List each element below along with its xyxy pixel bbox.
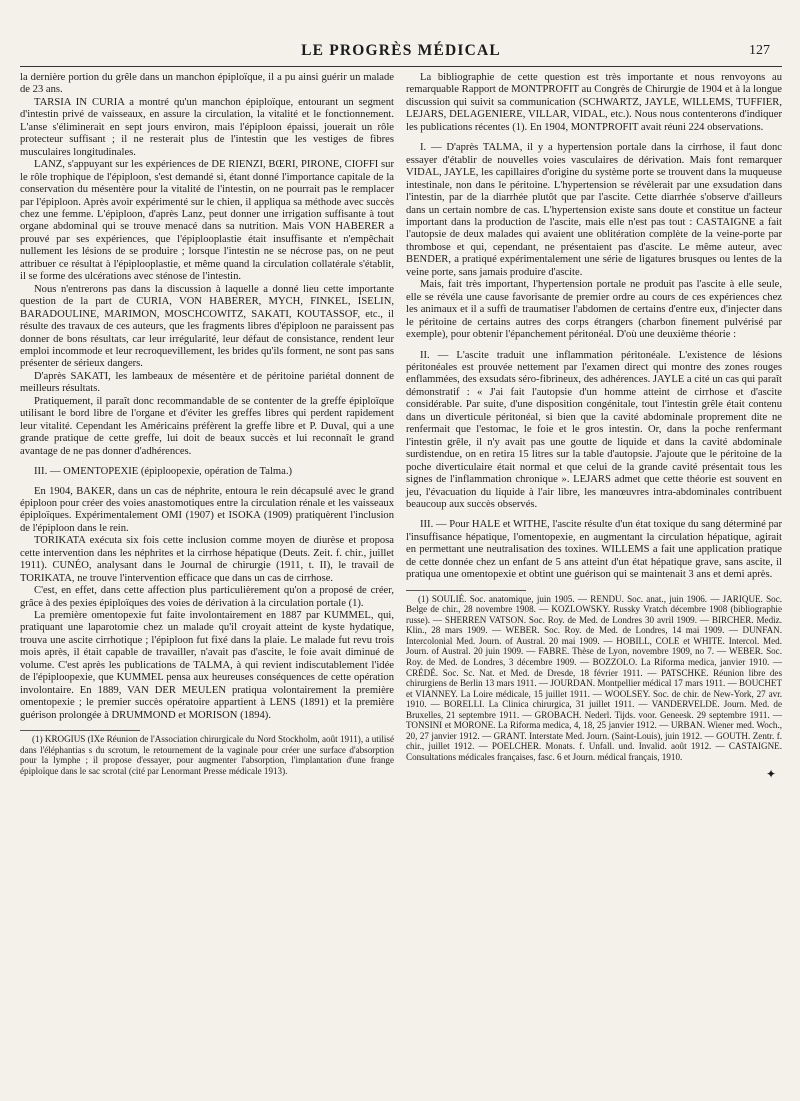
ornament: ✦ xyxy=(765,767,776,782)
paragraph: Mais, fait très important, l'hypertension portale ne produit pas l'ascite à elle seule, elle se révéla une cause favorisante de premier ordre au cours de ces expériences chez les animaux et il a suffi de traumatiser l'abdomen de certains d'entre eux, d'injecter dans le péritoine de certains autres des corps étrangers (charbon finement pulvérisé par exemple), pour obtenir l'épanchement péritonéal. D'où une deuxième théorie : xyxy=(406,279,782,341)
paragraph: Nous n'entrerons pas dans la discussion à laquelle a donné lieu cette importante question de la part de CURIA, VON HABERER, MYCH, FINKEL, ISELIN, BARADOULINE, MARIMON, MOSCHCOWITZ, SAKATI, KOUTASSOF, etc., il résulte des travaux de ces auteurs, que les fragments libres d'épiploon ne paraissent pas donner de bons résultats, car leur irrégularité, leur défaut de consistance, rendent leur emploi incommode et leur recroquevillement, les brides qu'ils forment, ne sont pas sans présenter de sérieux dangers. xyxy=(20,283,394,370)
footnote xyxy=(20,734,394,776)
right-column xyxy=(406,72,782,781)
footnote-text: (1) SOULIÉ. Soc. anatomique, juin 1905. — RENDU. Soc. anat., juin 1906. — JARIQUE. Soc. Belge de chir., 28 novembre 1908. — KOZLOWSKY. Russky Vratch décembre 1908 (bibliographie russe). — SHERREN VATSON. Soc. Roy. de Med. de Londres 30 avril 1909. — BIRCHER. Mediz. Klin., 28 mars 1909. — WEBER. Soc. Roy. de Med. de Londres, 14 mai 1909. — DUNFAN. Intercolonial Med. Journ. of Austral. 20 mai 1909. — HOBILL, COLE et WHITE. Intercol. Med. Journ. of Austral. 20 juin 1909. — FABRE. Thèse de Lyon, novembre 1909, no 7. — WEBER. Soc. Roy. de Med. de Londres, 3 décembre 1909. — BOZZOLO. La Riforma medica, janvier 1910. — CRÉDÉ. Soc. Sc. Nat. et Med. de Dresde, 18 février 1911. — PATSCHKE. Réunion libre des chirurgiens de Berlin 13 mars 1911. — JOURDAN. Montpellier médical 17 mars 1911. — BOUCHET et VIANNEY. La Loire médicale, 15 juillet 1911. — WOOLSEY. Soc. de chir. de New-York, 27 avr. 1910. — BORELLI. La Clinica chirurgica, 31 juillet 1911. — VANDERVELDE. Journ. Med. de Bruxelles, 21 septembre 1911. — GROBACH. Nederl. Tijds. voor. Geneesk. 29 septembre 1911. — TONSINI et MORONE. La Riforma medica, 4, 18, 25 janvier 1912. — URBAN. Wiener med. Woch., 20, 27 janvier 1912. — GRANT. Interstate Med. Journ. (Saint-Louis), juin 1912. — GOUTH. Zentr. f. chir., juillet 1912. — POELCHER. Monats. f. Unfall. und. Invalid. août 1912. — CASTAIGNE. Consultations médicales françaises, fasc. 6 et Journ. médical français, 1910. xyxy=(406,593,782,762)
page-number: 127 xyxy=(749,43,770,58)
paragraph: D'après SAKATI, les lambeaux de mésentère et de péritoine pariétal donnent de meilleurs résultats. xyxy=(20,370,394,395)
paragraph: TORIKATA exécuta six fois cette inclusion comme moyen de diurèse et proposa cette intervention dans les néphrites et la cirrhose hépatique (Deuts. Zeit. f. chir., juillet 1911). CUNÉO, analysant dans le Journal de chirurgie (1911, t. II), le travail de TORIKATA, ne trouve l'intervention efficace que dans un cas de cirrhose. xyxy=(20,535,394,584)
paragraph: III. — Pour HALE et WITHE, l'ascite résulte d'un état toxique du sang déterminé par l'insuffisance hépatique, l'omentopexie, en augmentant la circulation hépatique, agirait en permettant une neutralisation des toxines. WILLEMS a fait une application pratique de cette donnée chez un enfant de 5 ans atteint d'un état hépatique grave, sans ascite, il pratiqua une omentopexie et obtint une guérison qui se maintenait 3 ans et demi après. xyxy=(406,519,782,581)
journal-title: LE PROGRÈS MÉDICAL xyxy=(301,42,501,59)
paragraph: La première omentopexie fut faite involontairement en 1887 par KUMMEL, qui, pratiquant une laparotomie chez un malade qu'il croyait atteint de kyste hydatique, trouva une ascite cirrhotique ; l'épiploon fut fixé dans la plaie. Le malade fut revu trois mois après, il était capable de travailler, n'avait pas d'ascite, le foie avait diminué de volume. C'est après les publications de TALMA, à qui revient indiscutablement l'idée de l'épiploopexie, que KUMMEL pensa aux heureuses conséquences de cette opération involontaire. En 1889, VAN DER MEULEN pratiqua volontairement la première omentopexie ; le premier succès opératoire appartient à LENS (1891) et la première guérison prolongée à DRUMMOND et MORISON (1894). xyxy=(20,610,394,721)
paragraph: II. — L'ascite traduit une inflammation péritonéale. L'existence de lésions péritonéales est prouvée nettement par l'examen direct qui montre des zones rouges enflammées, des exsudats séro-fibrineux, des adhérences. JAYLE a cité un cas qui paraît démonstratif : « J'ai fait l'autopsie d'un homme atteint de cirrhose et d'ascite considérable. Par suite, d'une disposition congénitale, tout l'intestin grêle était contenu dans un diverticule péritonéal, si bien que la cavité abdominale proprement dite ne renfermait que l'estomac, le foie et le gros intestin. Or, dans la poche renfermant l'intestin grêle, il n'y avait pas une goutte de liquide et dans la cavité abdominale surdistendue, on en retira 15 litres sur la table d'autopsie. J'ajoute que le péritoine de la poche diverticulaire était normal et que celui de la grande cavité présentait tous les signes de l'inflammation chronique ». LEJARS admet que cette théorie est souvent en jeu, l'évacuation du liquide à l'air libre, les manœuvres intra-abdominales contribuent beaucoup aux succès observés. xyxy=(406,349,782,510)
footnote-rule xyxy=(20,730,140,731)
footnote-text: (1) KROGIUS (IXe Réunion de l'Association chirurgicale du Nord Stockholm, août 1911), a utilisé dans l'éléphantias s du scrotum, le retournement de la vaginale pour créer une surface d'absorption pour la lymphe ; il propose d'essayer, pour augmenter l'absorption, l'implantation d'une frange épiploïque dans le sac scrotal (cité par Lenormant Presse médicale 1913). xyxy=(20,734,394,776)
paragraph: I. — D'après TALMA, il y a hypertension portale dans la cirrhose, il faut donc essayer d'établir de nouvelles voies vasculaires de dérivation. Mais font remarquer VIDAL, JAYLE, les capillaires d'origine du système porte se trouvent dans la muqueuse intestinale, non dans le péritoine. L'hypertension se révèlerait par une exsudation dans l'intestin, par de la diarrhée plutôt que par l'ascite. Cette diarrhée s'observe d'ailleurs dans un certain nombre de cas. L'hypertension existe sans doute et constitue un facteur important dans la production de l'ascite, mais elle n'est pas tout : CASTAIGNE a fait l'autopsie de deux malades qui avaient une oblitération complète de la veine-porte par thrombose et qui, cependant, ne présentaient pas d'ascite. Le même auteur, avec BENDER, a pratiqué expérimentalement une série de ligatures brusques ou lentes de la veine porte, sans jamais produire d'ascite. xyxy=(406,142,782,278)
paragraph: la dernière portion du grêle dans un manchon épiploïque, il a pu ainsi guérir un malade de 23 ans. xyxy=(20,72,394,96)
footnote-rule xyxy=(406,590,526,591)
footnote xyxy=(406,594,782,763)
left-column xyxy=(20,72,394,776)
section-heading: III. — OMENTOPEXIE (épiploopexie, opération de Talma.) xyxy=(34,466,293,478)
paragraph: La bibliographie de cette question est très importante et nous renvoyons au remarquable Rapport de MONTPROFIT au Congrès de Chirurgie de 1904 et à la longue discussion qui suivit sa communication (SCHWARTZ, JAYLE, WILLEMS, TUFFIER, LEJARS, DELAGENIERE, VILLAR, VIDAL, etc.). Nous nous contenterons d'indiquer les publications récentes (1). En 1904, MONTPROFIT avait réuni 224 observations. xyxy=(406,72,782,133)
paragraph: LANZ, s'appuyant sur les expériences de DE RIENZI, BŒRI, PIRONE, CIOFFI sur le rôle trophique de l'épiploon, s'est demandé si, étant donné l'importance capitale de la conservation du mésentère pour la vitalité de l'intestin, on ne pourrait pas le remplacer par l'épiploon. Après avoir expérimenté sur le chien, il appliqua sa méthode avec succès chez une femme. L'épiploon, d'après Lanz, peut donner une irrigation suffisante à tout organe abdominal qui se trouve menacé dans sa nutrition. Mais VON HABERER a prouvé par ses expériences, que l'épiplooplastie était insuffisante et n'empêchait nullement les lésions de se produire ; lorsque l'intestin ne se nécrose pas, on ne peut attribuer ce résultat à l'épiplooplastie, et même quand la circulation collatérale s'établit, il se forme des ulcérations avec sténose de l'intestin. xyxy=(20,159,394,283)
paragraph: Pratiquement, il paraît donc recommandable de se contenter de la greffe épiploïque utilisant le bord libre de l'organe et d'éviter les greffes libres qui perdent rapidement leur vitalité. Cependant les Américains préfèrent la greffe libre et P. Duval, qui a une grande pratique de cette greffe, lui doit de beaux succès et lui reconnaît le grand avantage de ne pas donner d'adhérences. xyxy=(20,395,394,457)
header-rule xyxy=(20,66,782,67)
paragraph: En 1904, BAKER, dans un cas de néphrite, entoura le rein décapsulé avec le grand épiploon pour créer des voies anastomotiques entre la circulation rénale et les vaisseaux épiploïques. Expérimentalement OMI (1907) et ISOKA (1909) pratiquèrent l'inclusion de l'épiploon dans le rein. xyxy=(20,485,394,534)
paragraph: C'est, en effet, dans cette affection plus particulièrement qu'on a proposé de créer, grâce à des pexies épiploïques des voies de dérivation à la circulation portale (1). xyxy=(20,585,394,609)
paragraph: TARSIA IN CURIA a montré qu'un manchon épiploïque, entourant un segment d'intestin privé de vaisseaux, en assure la circulation, la vitalité et le fonctionnement. L'anse s'éliminerait en sept jours environ, mais l'épiploon épaissi, jouerait un rôle protecteur suffisant ; il ne resterait plus de l'intestin que les vestiges de fibres musculaires longitudinales. xyxy=(20,96,394,158)
page-header xyxy=(20,42,782,66)
